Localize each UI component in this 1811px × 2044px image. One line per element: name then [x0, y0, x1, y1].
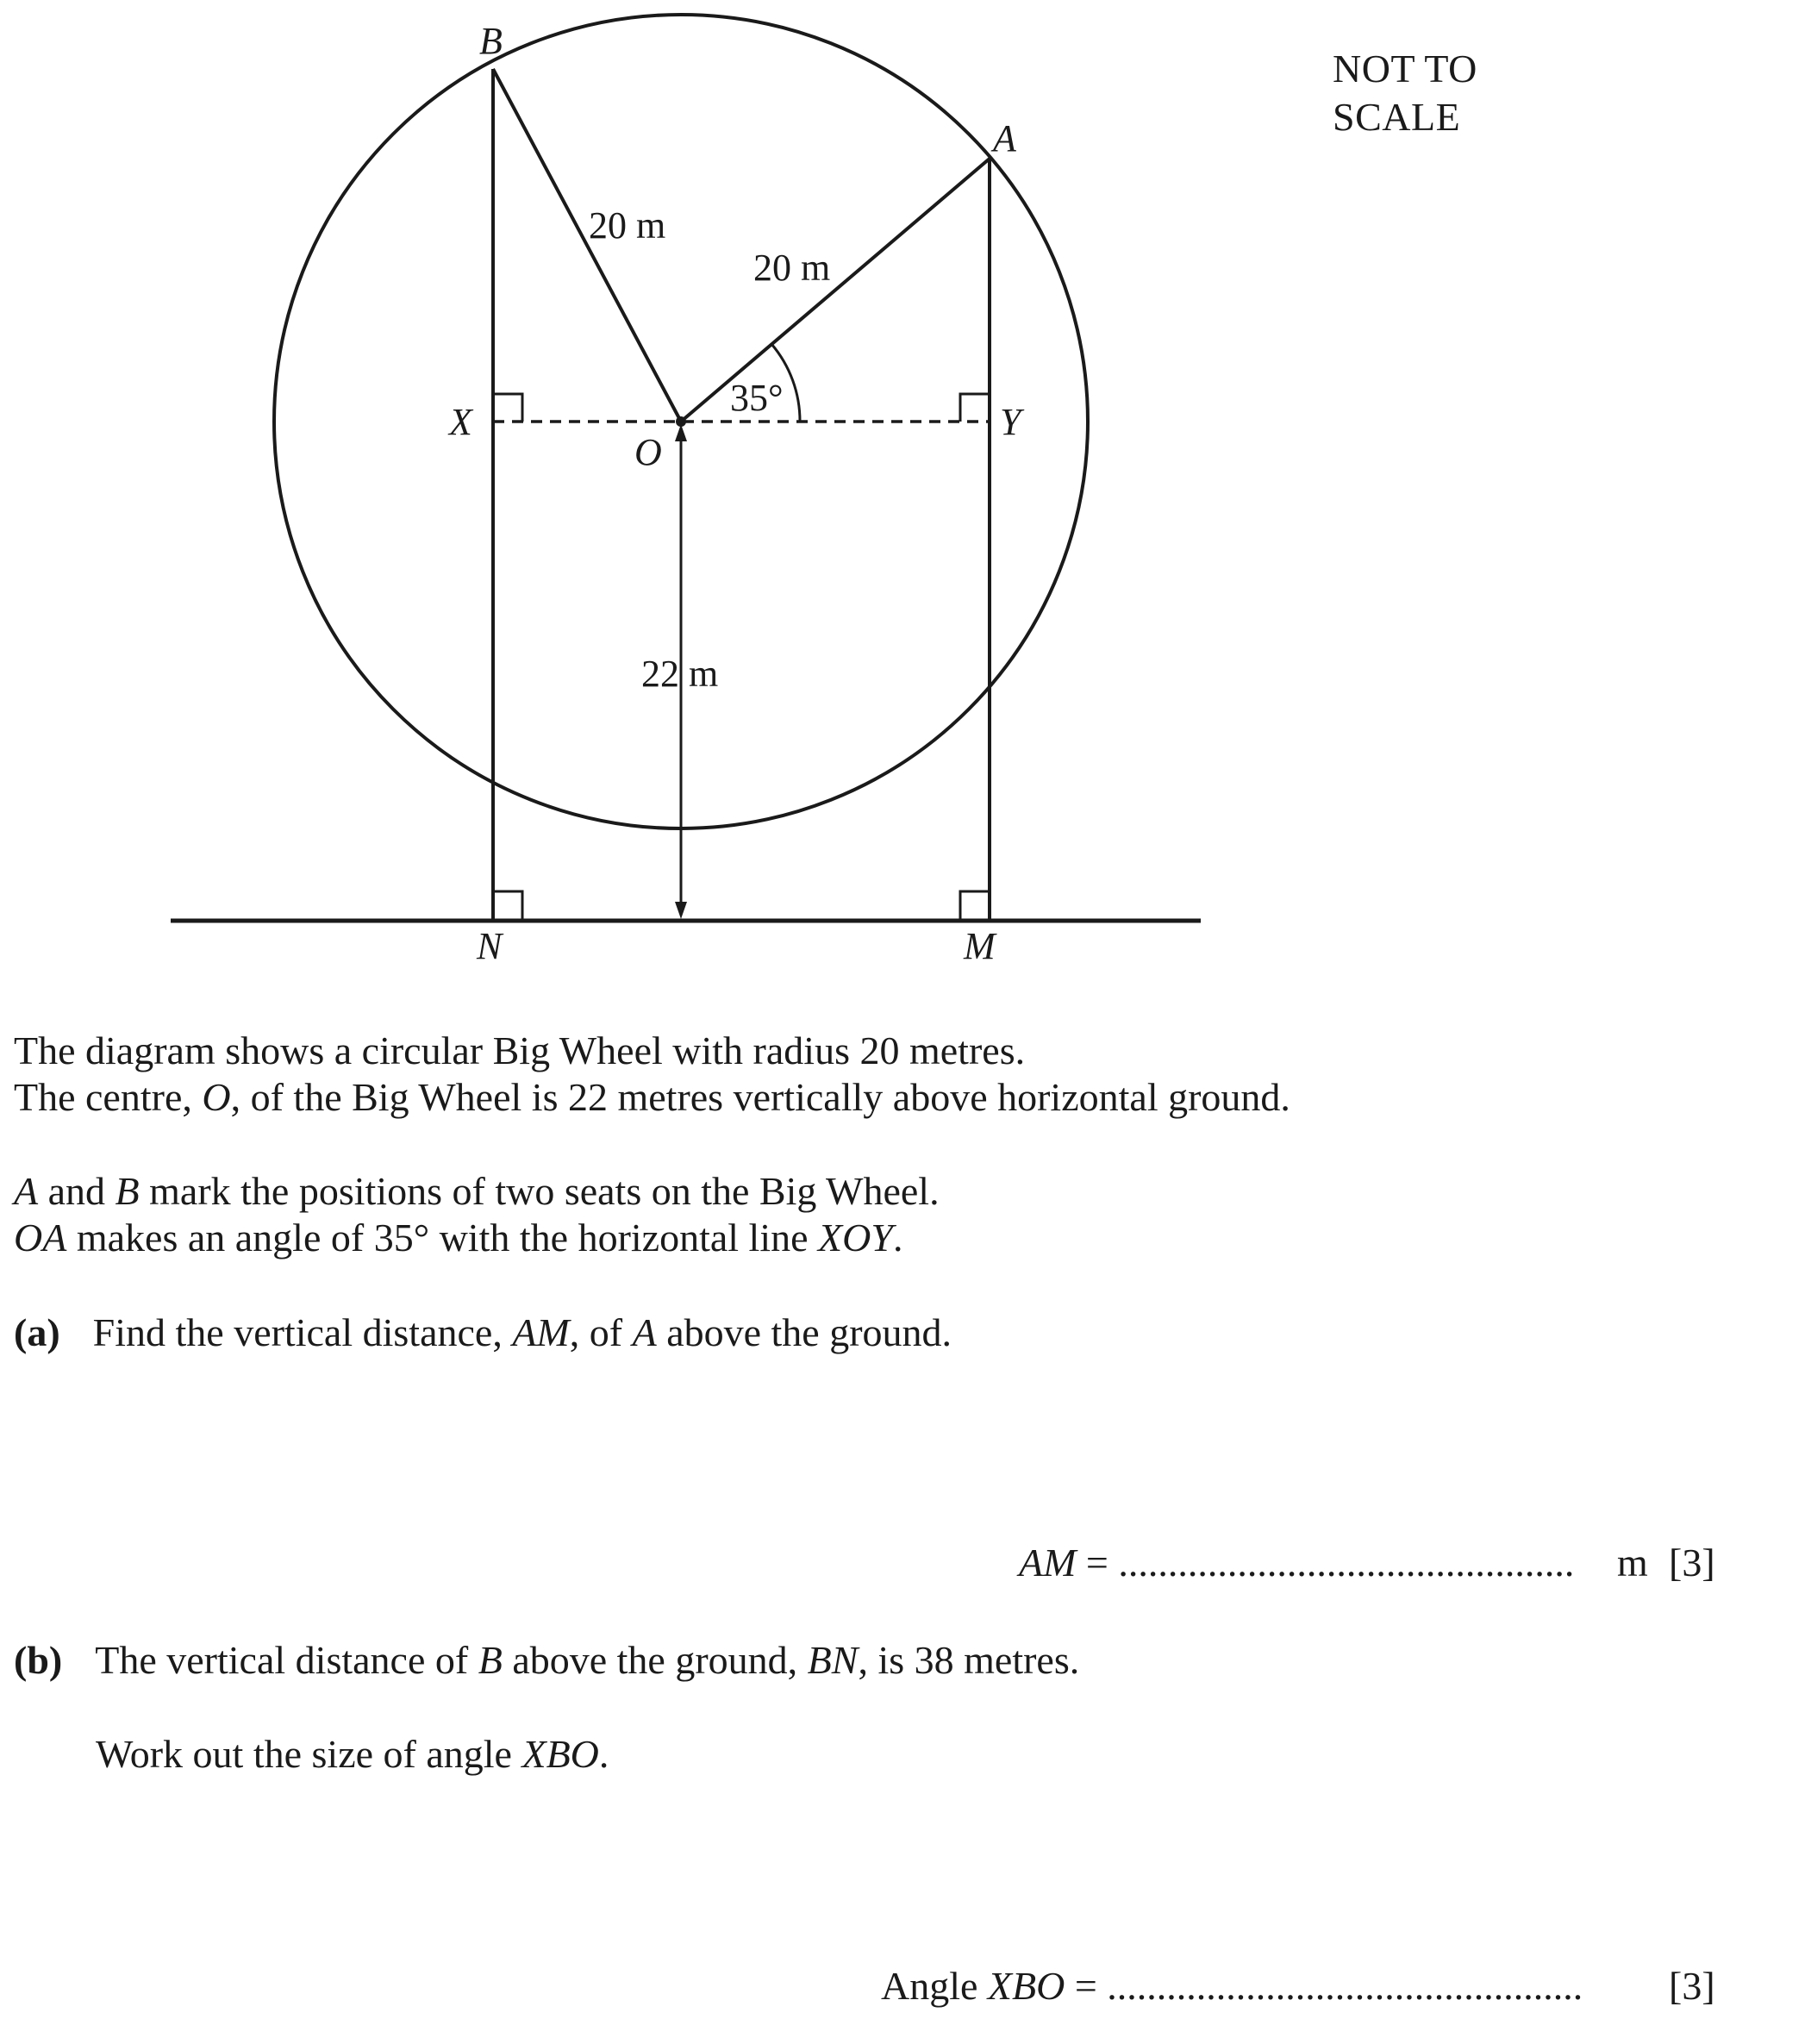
part-b-work-xbo: XBO	[521, 1732, 599, 1776]
right-angle-y	[960, 394, 990, 422]
note-line-2: SCALE	[1333, 95, 1461, 139]
intro-line-3-rest: mark the positions of two seats on the Big Wheel.	[139, 1169, 940, 1213]
part-a-text-a-point: A	[632, 1310, 657, 1354]
line-oa	[681, 159, 990, 422]
measure-height: 22 m	[641, 653, 719, 695]
right-angle-n	[493, 891, 522, 921]
part-a-answer-line[interactable]	[1019, 1540, 1574, 1585]
intro-line-4-xoy: XOY	[818, 1216, 893, 1260]
part-a-label: (a)	[14, 1310, 60, 1354]
intro-line-3	[14, 1168, 940, 1215]
part-b-work-end: .	[598, 1732, 609, 1776]
intro-line-2-o: O	[202, 1075, 231, 1119]
label-n: N	[477, 925, 503, 967]
part-b-work	[96, 1731, 609, 1778]
label-b: B	[479, 20, 503, 62]
part-a-unit	[1617, 1540, 1648, 1585]
part-a-answer-var: AM	[1019, 1541, 1077, 1585]
intro-line-2	[14, 1074, 1290, 1121]
arrow-head-up	[675, 424, 687, 441]
part-a-answer-eq: =	[1076, 1541, 1119, 1585]
intro-line-3-b: B	[115, 1169, 140, 1213]
label-a: A	[993, 117, 1016, 159]
part-a-text-b: , of	[569, 1310, 633, 1354]
part-a-answer-dots[interactable]: ..............................................	[1118, 1541, 1575, 1585]
part-b-marks	[1669, 1963, 1715, 2009]
part-b-text-b: above the ground,	[502, 1638, 808, 1682]
measure-oa: 20 m	[753, 247, 831, 289]
measure-angle: 35°	[730, 377, 784, 419]
part-b-label: (b)	[14, 1638, 63, 1682]
label-x: X	[449, 401, 472, 443]
label-m: M	[964, 925, 996, 967]
part-b-text-bn: BN	[807, 1638, 859, 1682]
part-b-text-b-point: B	[478, 1638, 503, 1682]
intro-line-4-oa: OA	[14, 1216, 67, 1260]
arrow-head-down	[675, 902, 687, 919]
label-y: Y	[1000, 401, 1021, 443]
part-a-marks-text: [3]	[1669, 1541, 1715, 1585]
part-a-answer-unit: m	[1617, 1541, 1648, 1585]
note-line-1: NOT TO	[1333, 47, 1477, 91]
part-a-text-c: above the ground.	[656, 1310, 952, 1354]
part-b-answer-pre: Angle	[881, 1964, 988, 2008]
right-angle-x	[493, 394, 522, 422]
intro-line-2-b: , of the Big Wheel is 22 metres vertically above horizontal ground.	[230, 1075, 1290, 1119]
not-to-scale-note	[1333, 45, 1477, 141]
part-b-answer-var: XBO	[987, 1964, 1065, 2008]
intro-line-4-end: .	[892, 1216, 903, 1260]
intro-line-2-a: The centre,	[14, 1075, 203, 1119]
part-b-text-a: The vertical distance of	[95, 1638, 478, 1682]
intro-line-1	[14, 1028, 1025, 1074]
part-b-answer-dots[interactable]: ................................................	[1107, 1964, 1583, 2008]
intro-line-4	[14, 1215, 902, 1261]
part-a-marks	[1669, 1540, 1715, 1585]
intro-line-1-text: The diagram shows a circular Big Wheel with radius 20 metres.	[14, 1028, 1026, 1072]
intro-line-4-rest: makes an angle of 35° with the horizontal line	[66, 1216, 819, 1260]
intro-line-3-a: A	[14, 1169, 39, 1213]
big-wheel-diagram	[0, 0, 1811, 983]
label-o: O	[634, 431, 662, 473]
part-b-work-a: Work out the size of angle	[96, 1732, 522, 1776]
part-a-text-a: Find the vertical distance,	[92, 1310, 513, 1354]
part-b-answer-line[interactable]	[881, 1963, 1583, 2009]
right-angle-m	[960, 891, 990, 921]
part-b-marks-text: [3]	[1669, 1964, 1715, 2008]
part-b-answer-eq: =	[1065, 1964, 1108, 2008]
intro-line-3-mid: and	[38, 1169, 116, 1213]
part-b-question	[14, 1637, 1079, 1684]
part-a-question	[14, 1310, 952, 1356]
part-b-text-c: , is 38 metres.	[858, 1638, 1080, 1682]
measure-ob: 20 m	[589, 204, 666, 247]
part-a-text-am: AM	[512, 1310, 570, 1354]
